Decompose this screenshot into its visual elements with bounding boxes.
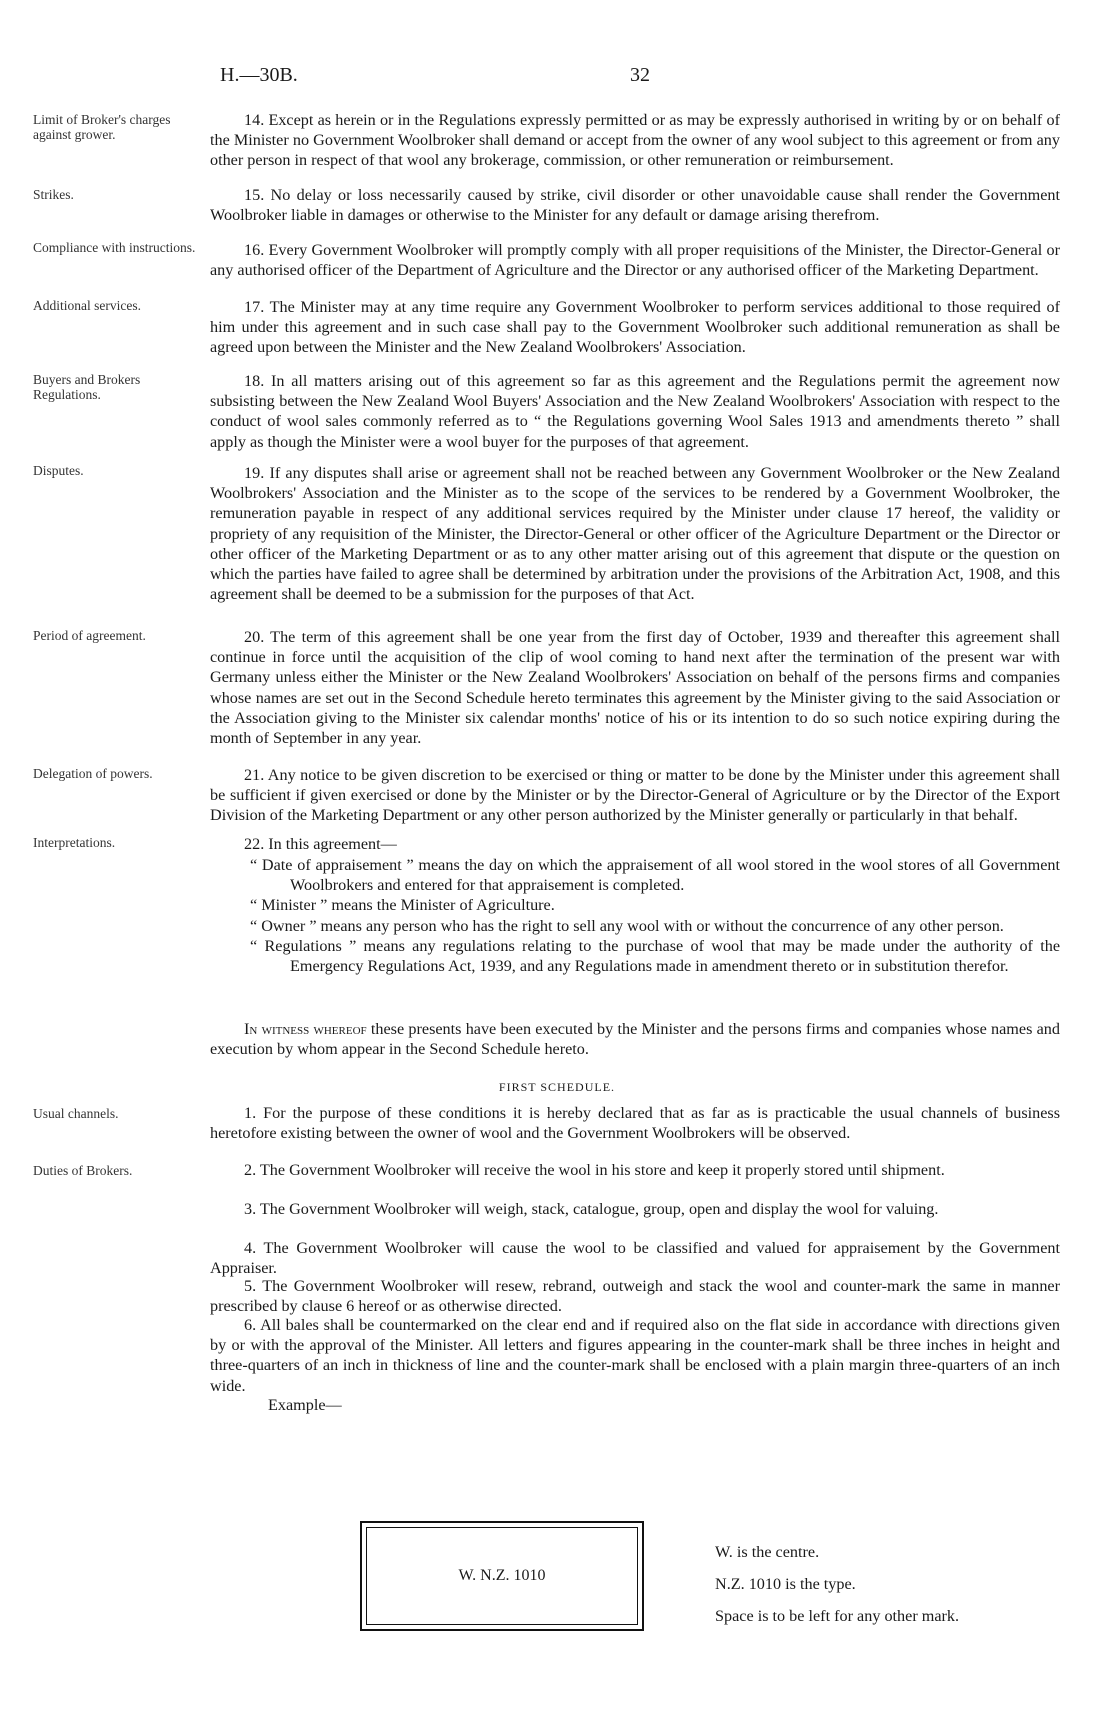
margin-note-compliance: Compliance with instructions.	[33, 240, 196, 255]
margin-note-usual-channels: Usual channels.	[33, 1106, 119, 1121]
definition-regulations: “ Regulations ” means any regulations relating to the purchase of wool that may be made under the authority of the Emergency Regulations Act, 1939, and any Regulations made in amendment thereto or in substitution therefor.	[250, 936, 1060, 976]
margin-note-period: Period of agreement.	[33, 628, 146, 643]
clause-text: 15. No delay or loss necessarily caused by strike, civil disorder or other unavoidable cause shall render the Government Woolbroker liable in damages or otherwise to the Minister for any default or damage arising therefrom.	[210, 186, 1060, 225]
clause-20	[210, 627, 1060, 748]
schedule-item-1	[210, 1103, 1060, 1143]
definition-owner: “ Owner ” means any person who has the right to sell any wool with or without the concurrence of any other person.	[250, 916, 1004, 935]
clause-text: 17. The Minister may at any time require any Government Woolbroker to perform services additional to those required of him under this agreement and in such case shall pay to the Government Woolbroker such additional remuneration as shall be agreed upon between the Minister and the New Zealand Woolbrokers' Association.	[210, 298, 1060, 357]
clause-text: 18. In all matters arising out of this agreement so far as this agreement and the Regulations permit the agreement now subsisting between the New Zealand Wool Buyers' Association and the New Zealand Woolbrokers' Association with respect to the conduct of wool sales commonly referred as to “ the Regulations governing Wool Sales 1913 and amendments thereto ” shall apply as though the Minister were a wool buyer for the purposes of that agreement.	[210, 372, 1060, 451]
margin-note-delegation: Delegation of powers.	[33, 766, 153, 781]
schedule-item-text: 4. The Government Woolbroker will cause the wool to be classified and valued for appraisement by the Government Appraiser.	[210, 1239, 1060, 1278]
countermark-example-text: W. N.Z. 1010	[458, 1567, 546, 1584]
schedule-item-4	[210, 1238, 1060, 1278]
clause-text: 16. Every Government Woolbroker will promptly comply with all proper requisitions of the Minister, the Director-General or any authorised officer of the Department of Agriculture and the Director or any authorised officer of the Marketing Department.	[210, 241, 1060, 280]
clause-22	[210, 834, 1060, 854]
margin-note-duties: Duties of Brokers.	[33, 1163, 133, 1178]
countermark-example-box	[360, 1521, 644, 1631]
clause-text: 21. Any notice to be given discretion to be exercised or thing or matter to be done by the Minister under this agreement shall be sufficient if given exercised or done by the Minister or by the Director-General of Agriculture or by the Director of the Export Division of the Marketing Department or any other person authorized by the Minister generally or particularly in that behalf.	[210, 766, 1060, 825]
schedule-item-text: 5. The Government Woolbroker will resew, rebrand, outweigh and stack the wool and counter-mark the same in manner prescribed by clause 6 hereof or as otherwise directed.	[210, 1277, 1060, 1316]
clause-18	[210, 371, 1060, 452]
clause-17	[210, 297, 1060, 358]
page-header	[0, 64, 1114, 92]
witness-rest: these presents have been executed by the Minister and the persons firms and companies whose names and execution by whom appear in the Second Schedule hereto.	[210, 1020, 1060, 1059]
example-label-block	[210, 1395, 1060, 1415]
schedule-item-2	[210, 1160, 1060, 1180]
schedule-item-text: 3. The Government Woolbroker will weigh, stack, catalogue, group, open and display the wool for valuing.	[244, 1200, 939, 1218]
schedule-title: FIRST SCHEDULE.	[498, 1080, 616, 1094]
clause-14	[210, 110, 1060, 171]
schedule-item-5	[210, 1276, 1060, 1316]
clause-text: 14. Except as herein or in the Regulations expressly permitted or as may be expressly authorised in writing by or on behalf of the Minister no Government Woolbroker shall demand or accept from the owner of any wool subject to this agreement or from any other person in respect of that wool any brokerage, commission, or other remuneration or reimbursement.	[210, 111, 1060, 170]
example-label: Example—	[268, 1396, 342, 1414]
schedule-item-6	[210, 1315, 1060, 1396]
document-reference: H.—30B.	[220, 64, 298, 86]
clause-21	[210, 765, 1060, 826]
clause-16	[210, 240, 1060, 280]
example-note-centre: W. is the centre.	[715, 1543, 820, 1561]
margin-note-broker-charges: Limit of Broker's charges against grower.	[33, 112, 171, 142]
example-note-type: N.Z. 1010 is the type.	[715, 1575, 856, 1593]
margin-note-disputes: Disputes.	[33, 463, 84, 478]
margin-note-strikes: Strikes.	[33, 187, 74, 202]
example-note-space: Space is to be left for any other mark.	[715, 1607, 960, 1625]
margin-note-interpretations: Interpretations.	[33, 835, 116, 850]
schedule-item-text: 6. All bales shall be countermarked on the clear end and if required also on the flat side in accordance with directions given by or with the approval of the Minister. All letters and figures appearing in the counter-mark shall be three inches in height and three-quarters of an inch in thickness of line and the counter-mark shall be enclosed with a plain margin three-quarters of an inch wide.	[210, 1316, 1060, 1395]
definition-minister: “ Minister ” means the Minister of Agriculture.	[250, 896, 555, 915]
clause-text: 22. In this agreement—	[244, 835, 397, 853]
schedule-item-text: 2. The Government Woolbroker will receive the wool in his store and keep it properly stored until shipment.	[244, 1161, 945, 1179]
clause-15	[210, 185, 1060, 225]
clause-19	[210, 463, 1060, 604]
margin-note-additional-services: Additional services.	[33, 298, 141, 313]
page-number: 32	[630, 64, 650, 86]
schedule-item-3	[210, 1199, 1060, 1219]
clause-text: 19. If any disputes shall arise or agreement shall not be reached between any Government Woolbroker or the New Zealand Woolbrokers' Association and the Minister as to the scope of the services to be rendered by a Government Woolbroker, the remuneration payable in respect of any additional services required by the Minister under clause 17 hereof, the validity or propriety of any requisition of the Minister, the Director-General or other officer of the Agriculture Department or the Director or other officer of the Marketing Department or as to any other matter arising out of this agreement that dispute or the question on which the parties have failed to agree shall be determined by arbitration under the provisions of the Arbitration Act, 1908, and this agreement shall be deemed to be a submission for the purposes of that Act.	[210, 464, 1060, 604]
schedule-item-text: 1. For the purpose of these conditions it is hereby declared that as far as is practicable the usual channels of business heretofore existing between the owner of wool and the Government Woolbrokers will be observed.	[210, 1104, 1060, 1143]
example-notes	[715, 1536, 959, 1632]
witness-lead: In witness whereof	[244, 1020, 367, 1038]
definition-date-of-appraisement: “ Date of appraisement ” means the day on which the appraisement of all wool stored in the wool stores of all Government Woolbrokers and entered for that appraisement is completed.	[250, 856, 1060, 895]
margin-note-buyers-brokers: Buyers and Brokers Regulations.	[33, 372, 141, 402]
clause-text: 20. The term of this agreement shall be one year from the first day of October, 1939 and thereafter this agreement shall continue in force until the acquisition of the clip of wool coming to hand next after the termination of the present war with Germany unless either the Minister or the New Zealand Woolbrokers' Association on behalf of the persons firms and companies whose names are set out in the Second Schedule hereto terminates this agreement by the Minister giving to the said Association or the Association giving to the Minister six calendar months' notice of his or its intention to do so such notice expiring during the month of September in any year.	[210, 628, 1060, 748]
countermark-example-inner	[366, 1527, 638, 1625]
witness-clause	[210, 1019, 1060, 1059]
definitions-list	[210, 855, 1060, 976]
